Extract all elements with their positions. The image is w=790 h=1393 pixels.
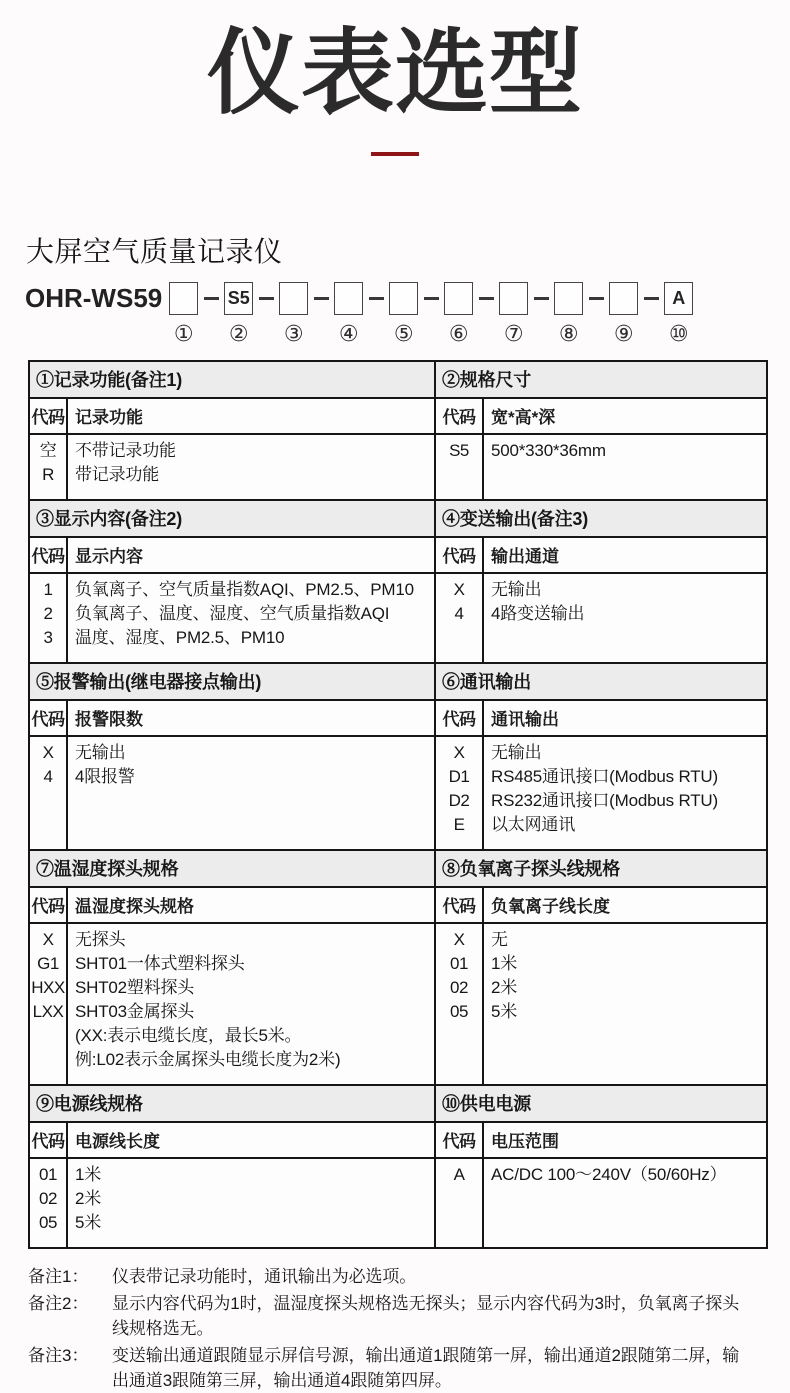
section-body bbox=[436, 1159, 766, 1247]
row-code: X bbox=[453, 579, 465, 599]
section-title: ①记录功能(备注1) bbox=[30, 362, 434, 399]
section-body bbox=[436, 435, 766, 499]
model-code-box bbox=[334, 282, 363, 315]
model-code-box bbox=[444, 282, 473, 315]
row-code: 4 bbox=[454, 603, 464, 623]
section-column-headers bbox=[30, 538, 434, 574]
model-prefix: OHR-WS59 bbox=[25, 283, 163, 314]
row-code: E bbox=[453, 814, 465, 834]
position-number: ⑤ bbox=[393, 321, 414, 347]
position-number: ⑥ bbox=[448, 321, 469, 347]
section-column-headers bbox=[30, 701, 434, 737]
selection-table bbox=[28, 360, 768, 1249]
dash-separator bbox=[418, 282, 444, 315]
code-column-header: 代码 bbox=[30, 1123, 68, 1157]
position-number: ② bbox=[228, 321, 249, 347]
footnotes bbox=[28, 1264, 768, 1393]
model-code-unit bbox=[279, 282, 308, 346]
row-desc: 负氧离子、温度、湿度、空气质量指数AQI bbox=[75, 603, 390, 623]
section-title: ④变送输出(备注3) bbox=[436, 501, 766, 538]
code-column-header: 代码 bbox=[30, 888, 68, 922]
code-column-header: 代码 bbox=[30, 701, 68, 735]
row-desc: 无 bbox=[491, 929, 508, 949]
dash-separator bbox=[528, 282, 554, 315]
row-desc: SHT01一体式塑料探头 bbox=[75, 953, 245, 973]
section-power-supply bbox=[436, 1084, 766, 1247]
row-desc: 无探头 bbox=[75, 929, 126, 949]
row-code: X bbox=[42, 742, 54, 762]
row-desc: 1米 bbox=[75, 1164, 102, 1184]
code-column-header: 代码 bbox=[436, 538, 484, 572]
model-code-unit bbox=[334, 282, 363, 346]
row-code: LXX bbox=[32, 1001, 64, 1021]
row-code: S5 bbox=[449, 440, 469, 460]
code-column-header: 代码 bbox=[436, 1123, 484, 1157]
note-text: 显示内容代码为1时，温湿度探头规格选无探头；显示内容代码为3时，负氧离子探头线规格选无。 bbox=[112, 1293, 740, 1338]
desc-column-header: 宽*高*深 bbox=[491, 407, 556, 427]
note-item bbox=[28, 1291, 768, 1341]
section-body bbox=[30, 924, 434, 1084]
row-desc: SHT02塑料探头 bbox=[75, 977, 195, 997]
page-title: 仪表选型 bbox=[207, 21, 583, 125]
row-code: R bbox=[42, 464, 54, 484]
row-desc: RS485通讯接口(Modbus RTU) bbox=[491, 766, 718, 786]
row-desc: 5米 bbox=[75, 1212, 102, 1232]
row-code: 02 bbox=[450, 977, 468, 997]
section-column-headers bbox=[30, 399, 434, 435]
row-code bbox=[30, 1024, 66, 1048]
code-column-header: 代码 bbox=[436, 701, 484, 735]
code-column-header: 代码 bbox=[436, 888, 484, 922]
row-code: 02 bbox=[39, 1188, 57, 1208]
model-code-unit bbox=[664, 282, 693, 346]
row-desc: 负氧离子、空气质量指数AQI、PM2.5、PM10 bbox=[75, 579, 414, 599]
section-ion-probe-cable bbox=[436, 849, 766, 1084]
model-code-unit bbox=[554, 282, 583, 346]
desc-column-header: 通讯输出 bbox=[491, 709, 559, 729]
note-label: 备注3： bbox=[28, 1345, 89, 1365]
model-code-unit bbox=[444, 282, 473, 346]
model-code-box bbox=[499, 282, 528, 315]
model-code-box bbox=[609, 282, 638, 315]
section-body bbox=[30, 574, 434, 662]
desc-column-header: 电源线长度 bbox=[75, 1131, 160, 1151]
note-item bbox=[28, 1264, 768, 1289]
position-number: ③ bbox=[283, 321, 304, 347]
model-code-unit bbox=[499, 282, 528, 346]
position-number: ⑧ bbox=[558, 321, 579, 347]
model-code-box bbox=[279, 282, 308, 315]
section-dimensions bbox=[436, 362, 766, 499]
position-number: ⑨ bbox=[613, 321, 634, 347]
row-desc: 500*330*36mm bbox=[491, 440, 606, 460]
row-code: D2 bbox=[448, 790, 470, 810]
row-desc: 4限报警 bbox=[75, 766, 135, 786]
position-number: ① bbox=[173, 321, 194, 347]
position-number: ④ bbox=[338, 321, 359, 347]
section-title: ②规格尺寸 bbox=[436, 362, 766, 399]
section-body bbox=[30, 435, 434, 499]
section-body bbox=[30, 1159, 434, 1247]
section-body bbox=[436, 574, 766, 662]
desc-column-header: 电压范围 bbox=[491, 1131, 559, 1151]
note-text: 变送输出通道跟随显示屏信号源，输出通道1跟随第一屏，输出通道2跟随第二屏，输出通道3跟随第三屏，输出通道4跟随第四屏。 bbox=[112, 1345, 740, 1390]
dash-separator bbox=[473, 282, 499, 315]
section-title: ⑧负氧离子探头线规格 bbox=[436, 851, 766, 888]
row-code: 2 bbox=[43, 603, 53, 623]
section-title: ⑨电源线规格 bbox=[30, 1086, 434, 1123]
row-code: X bbox=[453, 742, 465, 762]
note-item bbox=[28, 1343, 768, 1393]
section-column-headers bbox=[30, 1123, 434, 1159]
model-code-box: A bbox=[664, 282, 693, 315]
desc-column-header: 记录功能 bbox=[75, 407, 143, 427]
row-code: 01 bbox=[39, 1164, 57, 1184]
row-desc: SHT03金属探头 bbox=[75, 1001, 195, 1021]
code-column-header: 代码 bbox=[30, 399, 68, 433]
section-temp-humidity-probe bbox=[30, 849, 436, 1084]
row-code: 05 bbox=[39, 1212, 57, 1232]
desc-column-header: 负氧离子线长度 bbox=[491, 896, 610, 916]
row-desc: 无输出 bbox=[75, 742, 126, 762]
section-power-cable bbox=[30, 1084, 436, 1247]
row-code: HXX bbox=[31, 977, 65, 997]
section-title: ⑦温湿度探头规格 bbox=[30, 851, 434, 888]
desc-column-header: 报警限数 bbox=[75, 709, 143, 729]
row-code: 1 bbox=[43, 579, 53, 599]
section-body bbox=[436, 737, 766, 849]
row-code: 05 bbox=[450, 1001, 468, 1021]
row-desc: 例:L02表示金属探头电缆长度为2米) bbox=[75, 1049, 341, 1069]
desc-column-header: 输出通道 bbox=[491, 546, 559, 566]
model-code-unit bbox=[224, 282, 253, 346]
title-underline bbox=[371, 152, 419, 156]
section-column-headers bbox=[436, 701, 766, 737]
row-code: X bbox=[453, 929, 465, 949]
row-desc: AC/DC 100～240V（50/60Hz） bbox=[491, 1164, 727, 1184]
dash-separator bbox=[638, 282, 664, 315]
dash-separator bbox=[583, 282, 609, 315]
row-code: A bbox=[453, 1164, 465, 1184]
row-desc: 4路变送输出 bbox=[491, 603, 585, 623]
section-title: ③显示内容(备注2) bbox=[30, 501, 434, 538]
position-number: ⑦ bbox=[503, 321, 524, 347]
section-column-headers bbox=[436, 888, 766, 924]
row-desc: 带记录功能 bbox=[75, 464, 159, 484]
dash-separator bbox=[363, 282, 389, 315]
model-code-box bbox=[554, 282, 583, 315]
section-display-content bbox=[30, 499, 436, 662]
row-desc: (XX:表示电缆长度，最长5米。 bbox=[75, 1025, 302, 1045]
row-desc: 1米 bbox=[491, 953, 518, 973]
row-desc: 2米 bbox=[75, 1188, 102, 1208]
position-number: ⑩ bbox=[668, 321, 689, 347]
desc-column-header: 温湿度探头规格 bbox=[75, 896, 194, 916]
code-column-header: 代码 bbox=[30, 538, 68, 572]
row-code: 3 bbox=[43, 627, 53, 647]
section-body bbox=[436, 924, 766, 1084]
row-desc: 不带记录功能 bbox=[75, 440, 176, 460]
row-code: 01 bbox=[450, 953, 468, 973]
model-code-unit bbox=[169, 282, 198, 346]
row-desc: 温度、湿度、PM2.5、PM10 bbox=[75, 627, 285, 647]
note-label: 备注1： bbox=[28, 1266, 89, 1286]
note-label: 备注2： bbox=[28, 1293, 89, 1313]
row-desc: 无输出 bbox=[491, 742, 542, 762]
model-code-unit bbox=[389, 282, 418, 346]
section-transmit-output bbox=[436, 499, 766, 662]
row-desc: 2米 bbox=[491, 977, 518, 997]
model-code-unit bbox=[609, 282, 638, 346]
product-name: 大屏空气质量记录仪 bbox=[26, 235, 283, 267]
section-column-headers bbox=[30, 888, 434, 924]
model-code-box: S5 bbox=[224, 282, 253, 315]
note-text: 仪表带记录功能时，通讯输出为必选项。 bbox=[112, 1266, 417, 1286]
section-recording-function bbox=[30, 362, 436, 499]
row-desc: 无输出 bbox=[491, 579, 542, 599]
row-code: D1 bbox=[448, 766, 470, 786]
row-desc: RS232通讯接口(Modbus RTU) bbox=[491, 790, 718, 810]
row-desc: 以太网通讯 bbox=[491, 814, 575, 834]
model-code-box bbox=[169, 282, 198, 315]
section-column-headers bbox=[436, 538, 766, 574]
section-comm-output bbox=[436, 662, 766, 849]
dash-separator bbox=[253, 282, 279, 315]
dash-separator bbox=[198, 282, 224, 315]
code-column-header: 代码 bbox=[436, 399, 484, 433]
section-title: ⑩供电电源 bbox=[436, 1086, 766, 1123]
model-code-box bbox=[389, 282, 418, 315]
row-code: 空 bbox=[39, 440, 57, 460]
row-code bbox=[30, 1048, 66, 1072]
row-code: 4 bbox=[43, 766, 53, 786]
model-code-line bbox=[25, 282, 790, 346]
row-desc: 5米 bbox=[491, 1001, 518, 1021]
row-code: X bbox=[42, 929, 54, 949]
dash-separator bbox=[308, 282, 334, 315]
section-title: ⑤报警输出(继电器接点输出) bbox=[30, 664, 434, 701]
section-alarm-output bbox=[30, 662, 436, 849]
section-column-headers bbox=[436, 1123, 766, 1159]
desc-column-header: 显示内容 bbox=[75, 546, 143, 566]
section-body bbox=[30, 737, 434, 849]
section-column-headers bbox=[436, 399, 766, 435]
section-title: ⑥通讯输出 bbox=[436, 664, 766, 701]
row-code: G1 bbox=[37, 953, 59, 973]
